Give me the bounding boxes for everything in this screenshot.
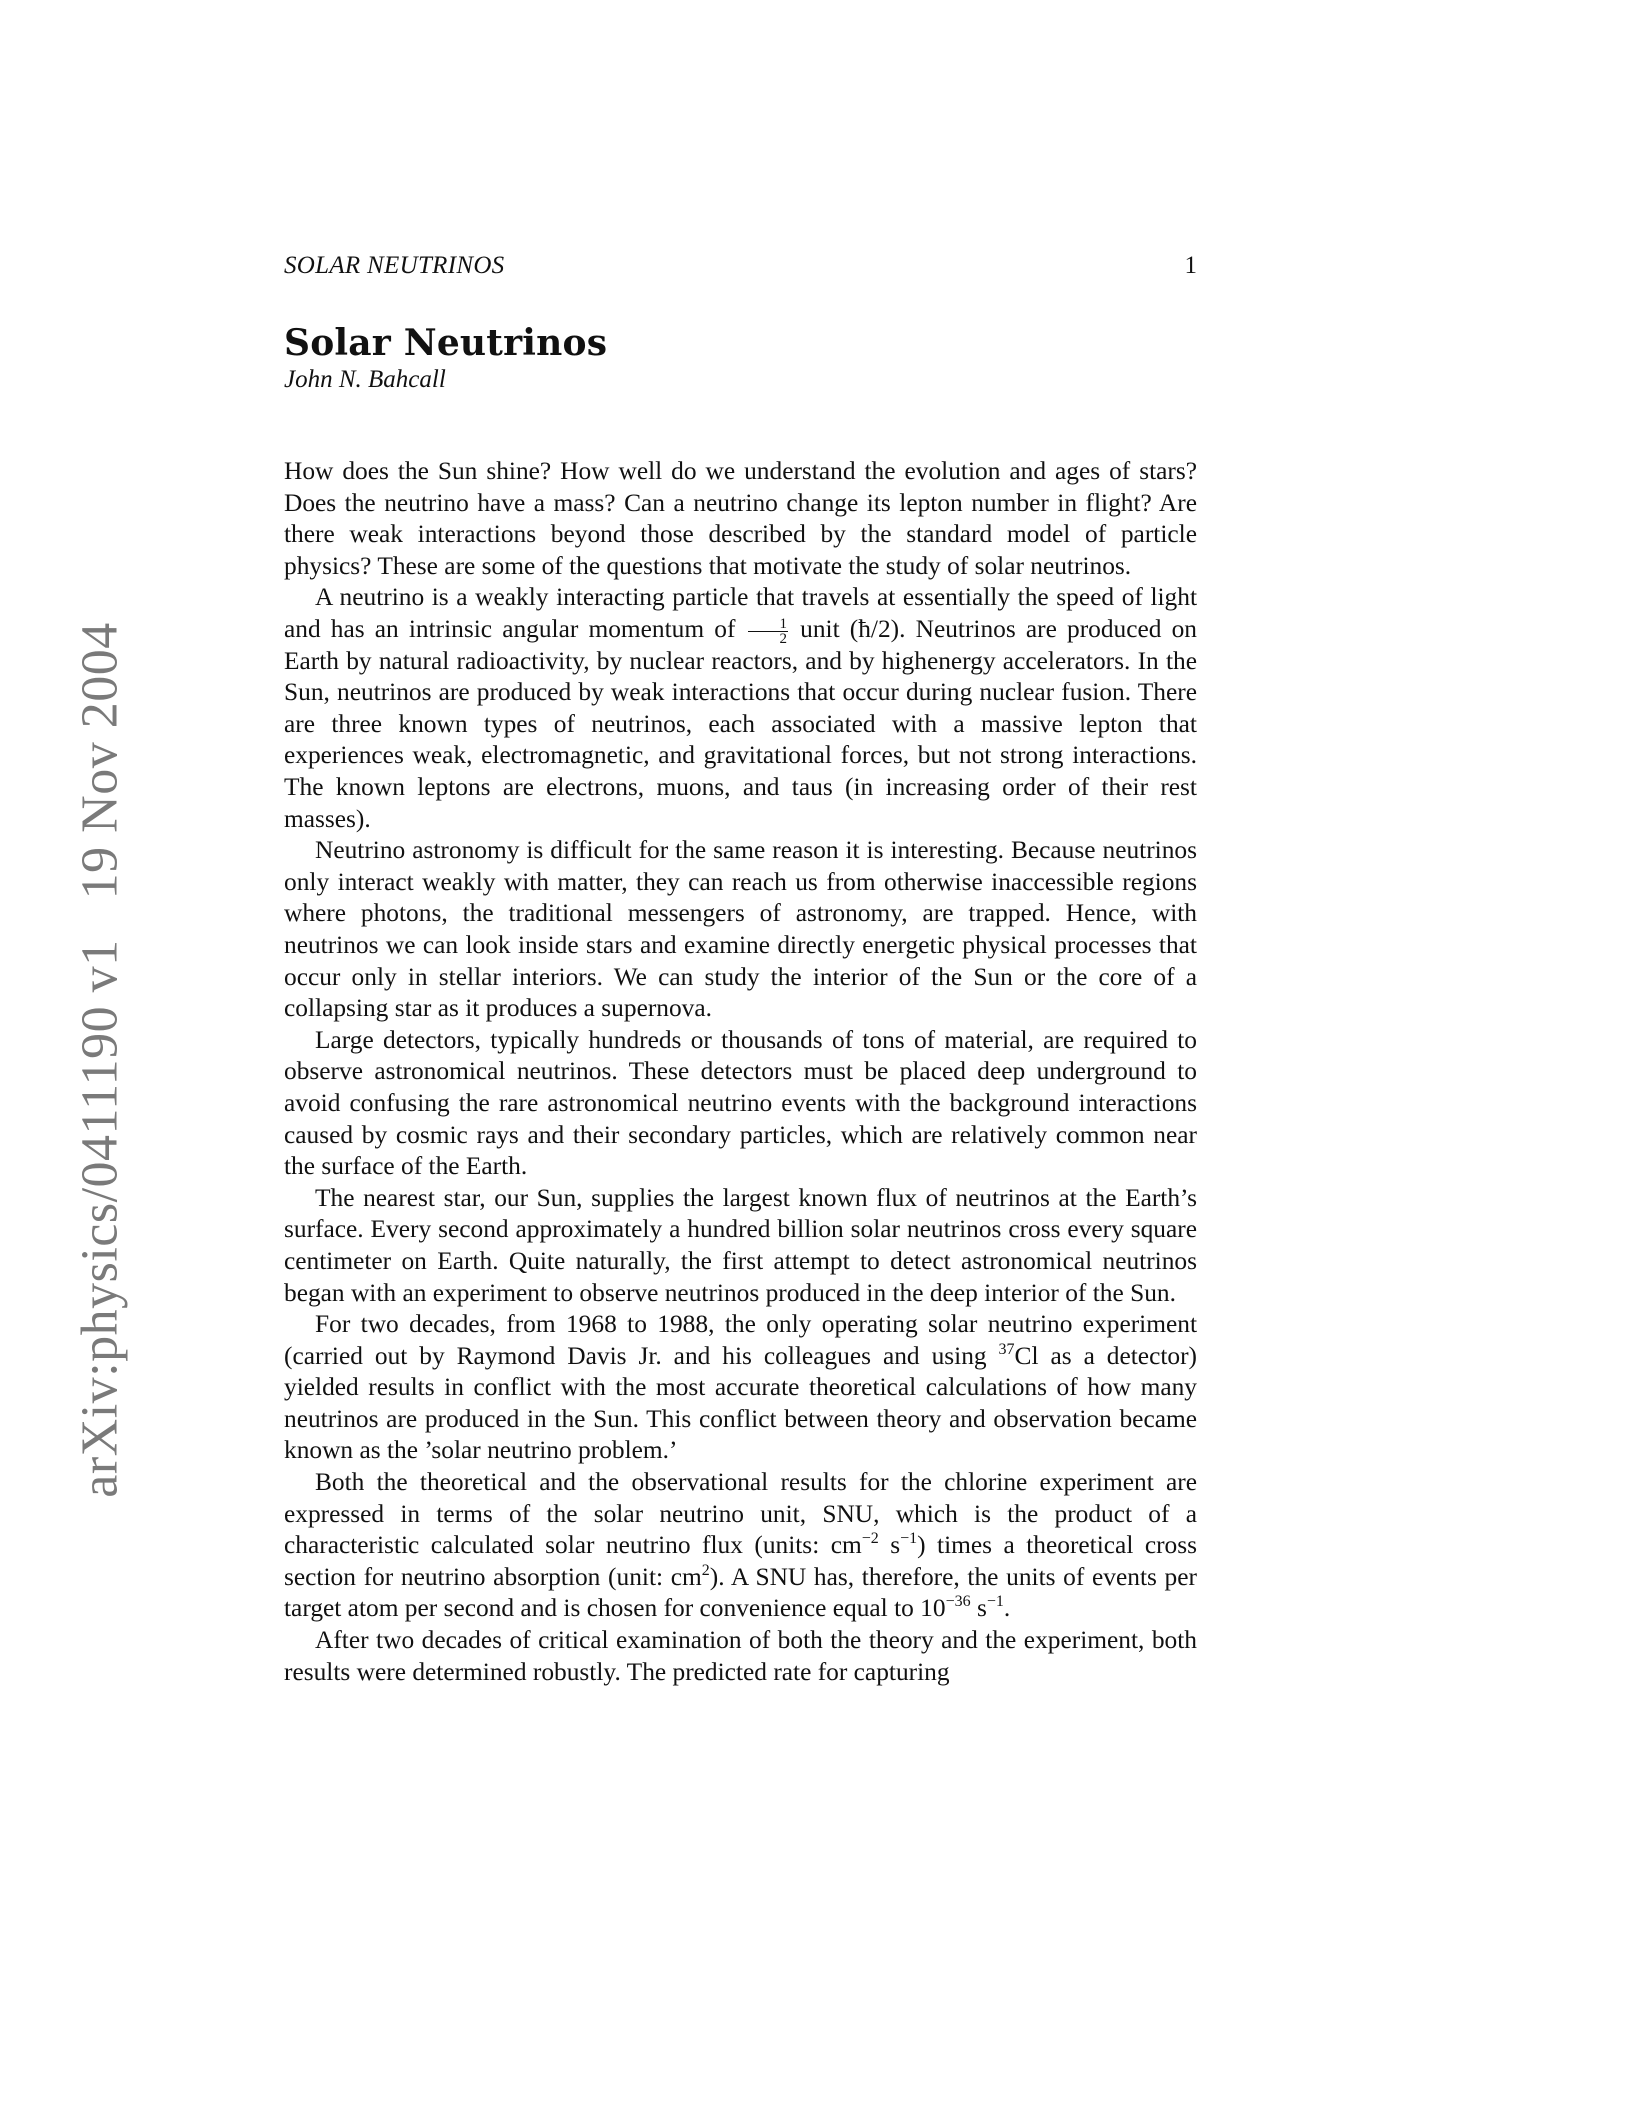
paragraph: Large detectors, typically hundreds or thousands of tons of material, are required to observe astronomical neutrinos. These detectors must be placed deep underground to avoid confusing the rare astronomical neutrino events with the background interactions caused by cosmic rays and their secondary particles, which are relatively common near the surface of the Earth. xyxy=(284,1025,1197,1181)
running-title: SOLAR NEUTRINOS xyxy=(284,252,505,279)
text-run: Cl as a detector) yielded results in conflict with the most accurate theoretical calculations of how many neutrinos are produced in the Sun. This conflict between theory and observation became known as the ’solar neutrino problem.’ xyxy=(284,1341,1198,1465)
arxiv-stamp xyxy=(71,622,130,1498)
arxiv-date: 19 Nov 2004 xyxy=(71,622,129,900)
running-head xyxy=(284,252,1197,280)
text-run: unit (ħ/2). Neutrinos are produced on Earth by natural radioactivity, by nuclear reactors, and by highenergy accelerators. In the Sun, neutrinos are produced by weak interactions that occur during nuclear fusion. There are three known types of neutrinos, each associated with a massive lepton that experiences weak, electromagnetic, and gravitational forces, but not strong interactions. The known leptons are electrons, muons, and taus (in increasing order of their rest masses). xyxy=(284,614,1197,833)
article-title: Solar Neutrinos xyxy=(284,322,608,364)
fraction-denominator: 2 xyxy=(779,630,788,647)
paragraph: How does the Sun shine? How well do we understand the evolution and ages of stars? Does the neutrino have a mass? Can a neutrino change its lepton number in flight? Are there weak interactions beyond those described by the standard model of particle physics? These are some of the questions that motivate the study of solar neutrinos. xyxy=(284,457,1197,580)
article-body xyxy=(284,456,1197,1688)
paragraph xyxy=(284,582,1197,835)
fraction xyxy=(748,617,789,646)
paragraph xyxy=(284,1309,1197,1467)
superscript: 2 xyxy=(701,1561,710,1579)
fraction-numerator: 1 xyxy=(748,617,789,632)
text-run: s xyxy=(970,1594,987,1623)
text-run: ) times a theoretical cross section for neutrino absorption (unit: cm xyxy=(284,1531,1198,1591)
text-run: . xyxy=(1003,1594,1011,1623)
text-run: Both the theoretical and the observational results for the chlorine experiment are expressed in terms of the solar neutrino unit, SNU, which is the product of a characteristic calculated solar neutrino flux (units: cm xyxy=(284,1468,1197,1560)
superscript: −2 xyxy=(861,1530,879,1548)
text-run: A neutrino is a weakly interacting particle that travels at essentially the speed of light and has an intrinsic angular momentum of xyxy=(284,583,1197,643)
text-run: s xyxy=(878,1531,901,1560)
superscript: −1 xyxy=(986,1593,1004,1611)
superscript: −36 xyxy=(945,1593,971,1611)
paper-page xyxy=(284,252,1197,1688)
superscript: 37 xyxy=(998,1340,1015,1358)
paragraph: The nearest star, our Sun, supplies the largest known flux of neutrinos at the Earth’s surface. Every second approximately a hundred billion solar neutrinos cross every square centimeter on Earth. Quite naturally, the first attempt to detect astronomical neutrinos began with an experiment to observe neutrinos produced in the deep interior of the Sun. xyxy=(284,1183,1197,1307)
text-run: For two decades, from 1968 to 1988, the only operating solar neutrino experiment (carried out by Raymond Davis Jr. and his colleagues and using xyxy=(284,1310,1197,1370)
paragraph xyxy=(284,1467,1197,1625)
article-author: John N. Bahcall xyxy=(284,366,446,393)
superscript: −1 xyxy=(900,1530,918,1548)
text-run: ). A SNU has, therefore, the units of events per target atom per second and is chosen for convenience equal to 10 xyxy=(284,1562,1197,1623)
page-number: 1 xyxy=(1184,252,1197,279)
paragraph: After two decades of critical examination of both the theory and the experiment, both results were determined robustly. The predicted rate for capturing xyxy=(284,1626,1197,1686)
arxiv-id: arXiv:physics/0411190 v1 xyxy=(71,939,129,1498)
paragraph: Neutrino astronomy is difficult for the same reason it is interesting. Because neutrinos only interact weakly with matter, they can reach us from otherwise inaccessible regions where photons, the traditional messengers of astronomy, are trapped. Hence, with neutrinos we can look inside stars and examine directly energetic physical processes that occur only in stellar interiors. We can study the interior of the Sun or the core of a collapsing star as it produces a supernova. xyxy=(284,836,1197,1023)
